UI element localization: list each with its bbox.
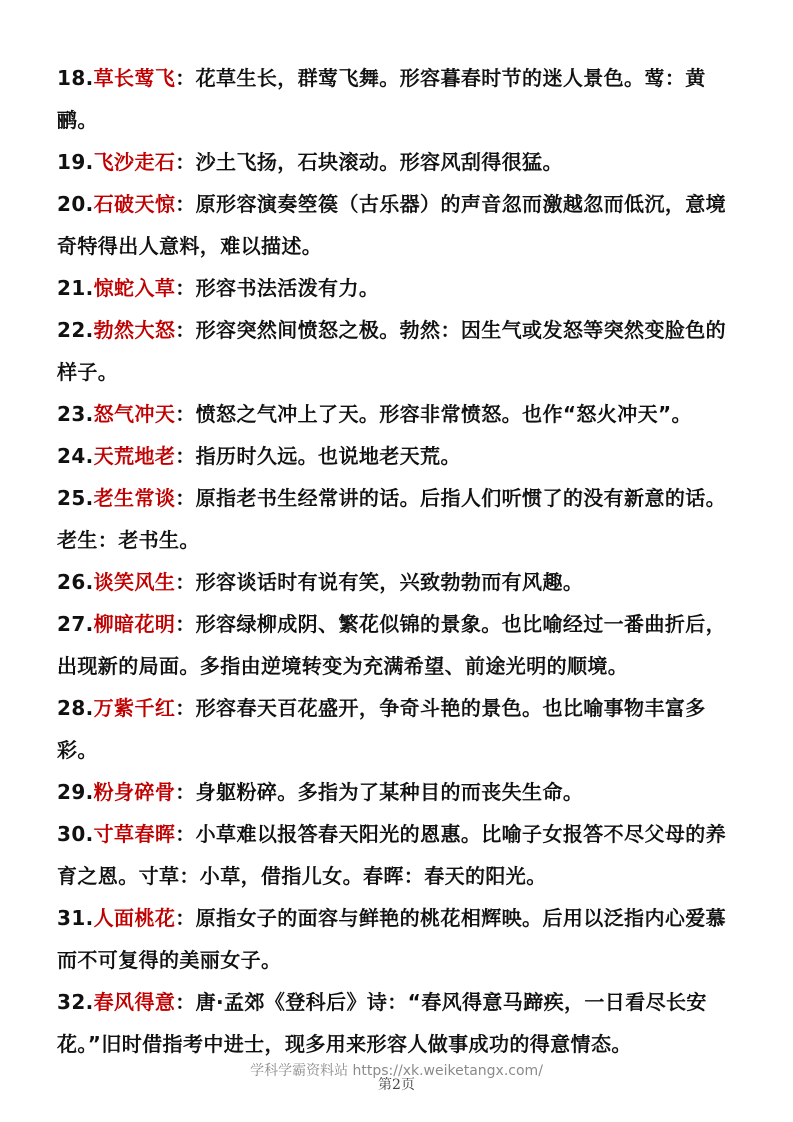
idiom-entry: [57, 687, 737, 771]
entry-colon: ：: [175, 318, 196, 342]
entry-colon: ：: [175, 570, 196, 594]
idiom-term: 人面桃花: [93, 906, 176, 930]
idiom-definition: 形容绿柳成阴、繁花似锦的景象。也比喻经过一番曲折后，出现新的局面。多指由逆境转变为充满希望、前途光明的顺境。: [57, 612, 727, 678]
entry-number: 22.: [57, 318, 94, 342]
page-number: 第2页: [378, 1077, 415, 1093]
entry-colon: ：: [175, 780, 196, 804]
idiom-term: 老生常谈: [93, 486, 176, 510]
entry-number: 24.: [57, 444, 94, 468]
entry-colon: ：: [175, 486, 196, 510]
idiom-term: 谈笑风生: [93, 570, 176, 594]
idiom-definition: 形容谈话时有说有笑，兴致勃勃而有风趣。: [195, 570, 584, 594]
entry-colon: ：: [175, 66, 196, 90]
idiom-entry: [57, 561, 737, 603]
idiom-term: 天荒地老: [93, 444, 176, 468]
entry-colon: ：: [175, 906, 196, 930]
idiom-definition: 形容书法活泼有力。: [195, 276, 380, 300]
idiom-definition: 小草难以报答春天阳光的恩惠。比喻子女报答不尽父母的养育之恩。寸草：小草，借指儿女。春晖：春天的阳光。: [57, 822, 727, 888]
idiom-entry: [57, 267, 737, 309]
idiom-definition: 形容突然间愤怒之极。勃然：因生气或发怒等突然变脸色的样子。: [57, 318, 727, 384]
watermark-site-text: 学科学霸资料站 https://xk.weiketangx.com/: [250, 1063, 543, 1079]
idiom-definition: 原形容演奏箜篌（古乐器）的声音忽而激越忽而低沉，意境奇特得出人意料，难以描述。: [57, 192, 727, 258]
entry-number: 19.: [57, 150, 94, 174]
idiom-definition: 沙土飞扬，石块滚动。形容风刮得很猛。: [195, 150, 563, 174]
entry-number: 26.: [57, 570, 94, 594]
idiom-entry: [57, 435, 737, 477]
idiom-term: 石破天惊: [93, 192, 176, 216]
entry-number: 30.: [57, 822, 94, 846]
idiom-definition: 原指女子的面容与鲜艳的桃花相辉映。后用以泛指内心爱慕而不可复得的美丽女子。: [57, 906, 727, 972]
idiom-list: [57, 57, 737, 1065]
idiom-term: 勃然大怒: [93, 318, 176, 342]
entry-colon: ：: [175, 990, 196, 1014]
idiom-term: 草长莺飞: [93, 66, 176, 90]
page-footer: [0, 1060, 793, 1093]
idiom-entry: [57, 813, 737, 897]
idiom-term: 怒气冲天: [93, 402, 176, 426]
entry-colon: ：: [175, 276, 196, 300]
entry-colon: ：: [175, 402, 196, 426]
idiom-term: 飞沙走石: [93, 150, 176, 174]
idiom-entry: [57, 141, 737, 183]
entry-number: 29.: [57, 780, 94, 804]
idiom-entry: [57, 981, 737, 1065]
idiom-term: 寸草春晖: [93, 822, 176, 846]
idiom-entry: [57, 309, 737, 393]
entry-colon: ：: [175, 444, 196, 468]
idiom-entry: [57, 393, 737, 435]
idiom-term: 粉身碎骨: [93, 780, 176, 804]
entry-number: 23.: [57, 402, 94, 426]
entry-colon: ：: [175, 822, 196, 846]
idiom-definition: 形容春天百花盛开，争奇斗艳的景色。也比喻事物丰富多彩。: [57, 696, 706, 762]
idiom-definition: 愤怒之气冲上了天。形容非常愤怒。也作“怒火冲天”。: [195, 402, 692, 426]
entry-colon: ：: [175, 192, 196, 216]
idiom-definition: 指历时久远。也说地老天荒。: [195, 444, 461, 468]
entry-number: 27.: [57, 612, 94, 636]
entry-colon: ：: [175, 150, 196, 174]
entry-number: 32.: [57, 990, 94, 1014]
entry-number: 25.: [57, 486, 94, 510]
entry-number: 18.: [57, 66, 94, 90]
idiom-term: 惊蛇入草: [93, 276, 176, 300]
entry-number: 28.: [57, 696, 94, 720]
idiom-entry: [57, 603, 737, 687]
idiom-definition: 花草生长，群莺飞舞。形容暮春时节的迷人景色。莺：黄鹂。: [57, 66, 706, 132]
entry-colon: ：: [175, 696, 196, 720]
entry-colon: ：: [175, 612, 196, 636]
idiom-term: 万紫千红: [93, 696, 176, 720]
idiom-definition: 身躯粉碎。多指为了某种目的而丧失生命。: [195, 780, 584, 804]
idiom-entry: [57, 897, 737, 981]
idiom-term: 春风得意: [93, 990, 176, 1014]
idiom-entry: [57, 57, 737, 141]
entry-number: 20.: [57, 192, 94, 216]
idiom-term: 柳暗花明: [93, 612, 176, 636]
idiom-definition: 原指老书生经常讲的话。后指人们听惯了的没有新意的话。老生：老书生。: [57, 486, 727, 552]
idiom-entry: [57, 771, 737, 813]
entry-number: 21.: [57, 276, 94, 300]
idiom-definition: 唐·孟郊《登科后》诗：“春风得意马蹄疾，一日看尽长安花。”旧时借指考中进士，现多用来形容人做事成功的得意情态。: [57, 990, 707, 1056]
idiom-entry: [57, 183, 737, 267]
entry-number: 31.: [57, 906, 94, 930]
idiom-entry: [57, 477, 737, 561]
